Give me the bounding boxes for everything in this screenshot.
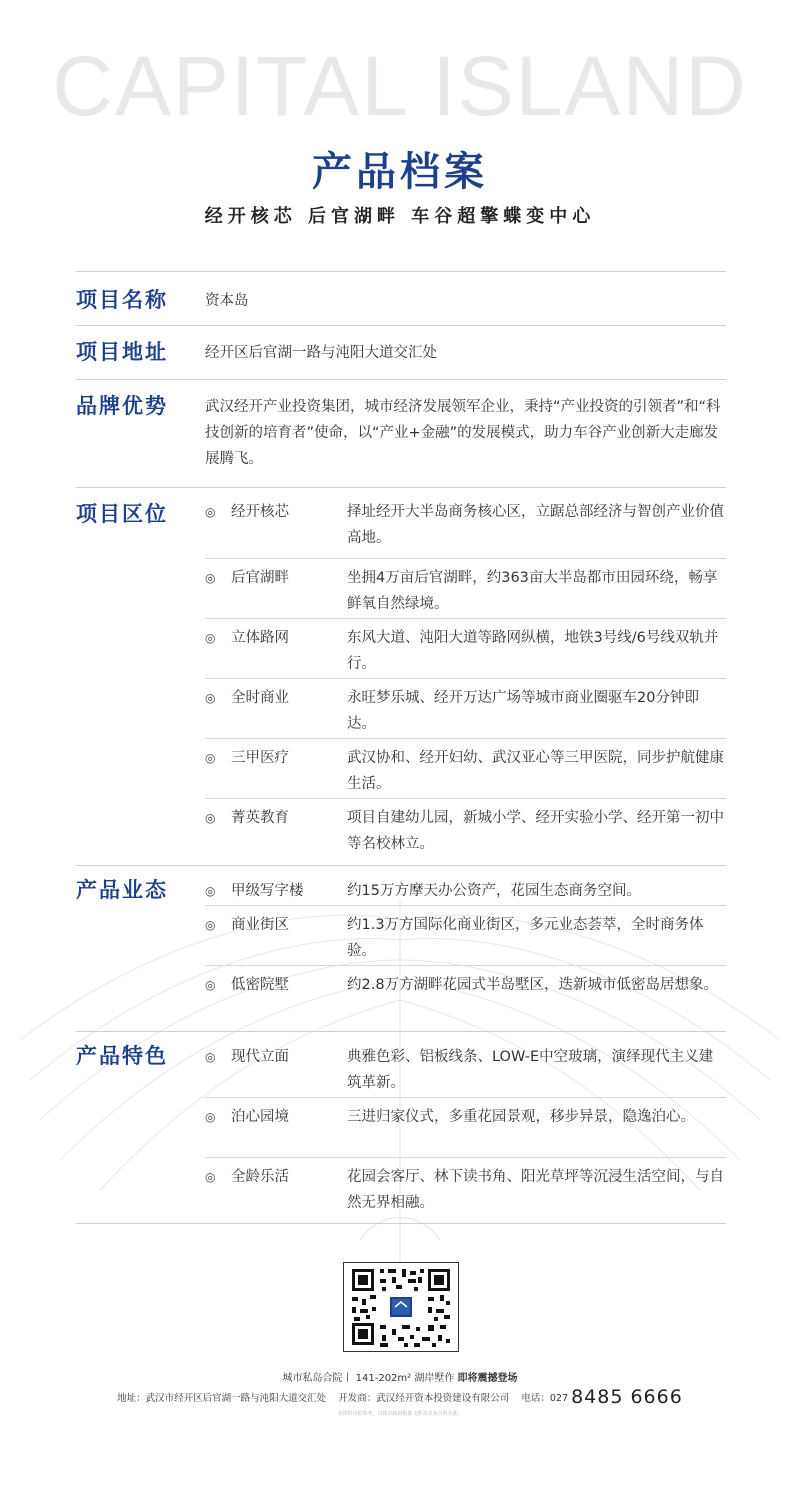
list-item [205, 685, 726, 739]
row-brand-advantage [76, 380, 726, 488]
footer-phone-label: 电话：027 [521, 1393, 569, 1404]
bullet-icon: ◎ [205, 751, 216, 765]
page-subtitle: 经开核芯 后官湖畔 车谷超擎蝶变中心 [204, 206, 596, 227]
item-desc: 坐拥4万亩后官湖畔，约363亩大半岛都市田园环绕，畅享鲜氧自然绿境。 [347, 570, 718, 612]
item-name: 低密院墅 [231, 977, 289, 993]
row-product-features [76, 1032, 726, 1224]
row-label: 项目名称 [76, 288, 168, 312]
bullet-icon: ◎ [205, 1110, 216, 1124]
footer-phone[interactable]: 8485 6666 [571, 1386, 683, 1408]
item-desc: 三进归家仪式，多重花园景观，移步异景，隐逸泊心。 [347, 1109, 695, 1125]
item-name: 后官湖畔 [231, 570, 289, 586]
item-name: 三甲医疗 [231, 750, 289, 766]
list-item [205, 805, 726, 858]
bullet-icon: ◎ [205, 884, 216, 898]
footer-tagline-b: 141-202m² 湖岸墅作 [355, 1373, 455, 1384]
bullet-icon: ◎ [205, 1050, 216, 1064]
footer-address: 地址：武汉市经开区后官湖一路与沌阳大道交汇处 [117, 1393, 327, 1404]
features-list [205, 1044, 726, 1217]
list-item [205, 912, 726, 966]
bullet-icon: ◎ [205, 1170, 216, 1184]
row-label: 品牌优势 [76, 394, 168, 418]
watermark-text: CAPITAL ISLAND [52, 39, 748, 133]
item-name: 立体路网 [231, 630, 289, 646]
location-list [205, 499, 726, 858]
item-desc: 约15万方摩天办公资产，花园生态商务空间。 [347, 883, 641, 899]
formats-list [205, 878, 726, 1025]
row-label: 项目地址 [76, 340, 168, 364]
list-item [205, 878, 726, 906]
bullet-icon: ◎ [205, 811, 216, 825]
item-desc: 武汉协和、经开妇幼、武汉亚心等三甲医院，同步护航健康生活。 [347, 750, 724, 792]
footer-disclaimer: 本资料仅供参考，具体以政府批准文件及买卖合同为准。 [337, 1411, 463, 1417]
footer-contact [0, 1386, 800, 1410]
list-item [205, 1104, 726, 1158]
item-desc: 约2.8万方湖畔花园式半岛墅区，迭新城市低密岛居想象。 [347, 977, 719, 993]
row-project-name [76, 272, 726, 326]
footer-tagline-a: 城市私岛合院丨 [282, 1373, 353, 1384]
page-title: 产品档案 [312, 149, 488, 195]
row-project-location [76, 488, 726, 866]
qr-code[interactable] [343, 1262, 459, 1352]
row-value: 资本岛 [205, 293, 249, 309]
item-desc: 约1.3万方国际化商业街区，多元业态荟萃，全时商务体验。 [347, 917, 704, 959]
item-name: 泊心园境 [231, 1109, 289, 1125]
item-desc: 项目自建幼儿园，新城小学、经开实验小学、经开第一初中等名校林立。 [347, 810, 724, 852]
bullet-icon: ◎ [205, 631, 216, 645]
item-name: 商业街区 [231, 917, 289, 933]
bullet-icon: ◎ [205, 571, 216, 585]
bullet-icon: ◎ [205, 978, 216, 992]
row-label: 项目区位 [76, 502, 168, 526]
qr-code-graphic [344, 1263, 458, 1351]
item-name: 经开核芯 [231, 504, 289, 520]
bullet-icon: ◎ [205, 505, 216, 519]
item-name: 全时商业 [231, 690, 289, 706]
item-desc: 择址经开大半岛商务核心区，立踞总部经济与智创产业价值高地。 [347, 504, 724, 546]
item-desc: 东风大道、沌阳大道等路网纵横，地铁3号线/6号线双轨并行。 [347, 630, 719, 672]
row-value: 经开区后官湖一路与沌阳大道交汇处 [205, 345, 437, 361]
item-name: 菁英教育 [231, 810, 289, 826]
footer-tagline-c: 即将震撼登场 [457, 1373, 518, 1384]
bullet-icon: ◎ [205, 918, 216, 932]
row-label: 产品特色 [76, 1044, 168, 1068]
item-name: 甲级写字楼 [231, 883, 304, 899]
item-desc: 典雅色彩、铝板线条、LOW-E中空玻璃，演绎现代主义建筑革新。 [347, 1049, 714, 1091]
row-product-formats [76, 866, 726, 1032]
list-item [205, 625, 726, 679]
row-project-address [76, 326, 726, 380]
item-name: 现代立面 [231, 1049, 289, 1065]
list-item [205, 1164, 726, 1217]
list-item [205, 565, 726, 619]
item-desc: 花园会客厅、林下读书角、阳光草坪等沉浸生活空间，与自然无界相融。 [347, 1169, 724, 1211]
bullet-icon: ◎ [205, 691, 216, 705]
list-item [205, 499, 726, 559]
list-item [205, 972, 726, 1025]
row-label: 产品业态 [76, 878, 168, 902]
item-desc: 永旺梦乐城、经开万达广场等城市商业圈驱车20分钟即达。 [347, 690, 699, 732]
item-name: 全龄乐活 [231, 1169, 289, 1185]
row-value: 武汉经开产业投资集团，城市经济发展领军企业，秉持“产业投资的引领者”和“科技创新的培育者”使命，以“产业+金融”的发展模式，助力车谷产业创新大走廊发展腾飞。 [205, 399, 721, 467]
footer-developer: 开发商：武汉经开资本投资建设有限公司 [338, 1393, 510, 1404]
list-item [205, 745, 726, 799]
product-table [76, 271, 726, 1224]
list-item [205, 1044, 726, 1098]
footer-tagline [0, 1371, 800, 1387]
